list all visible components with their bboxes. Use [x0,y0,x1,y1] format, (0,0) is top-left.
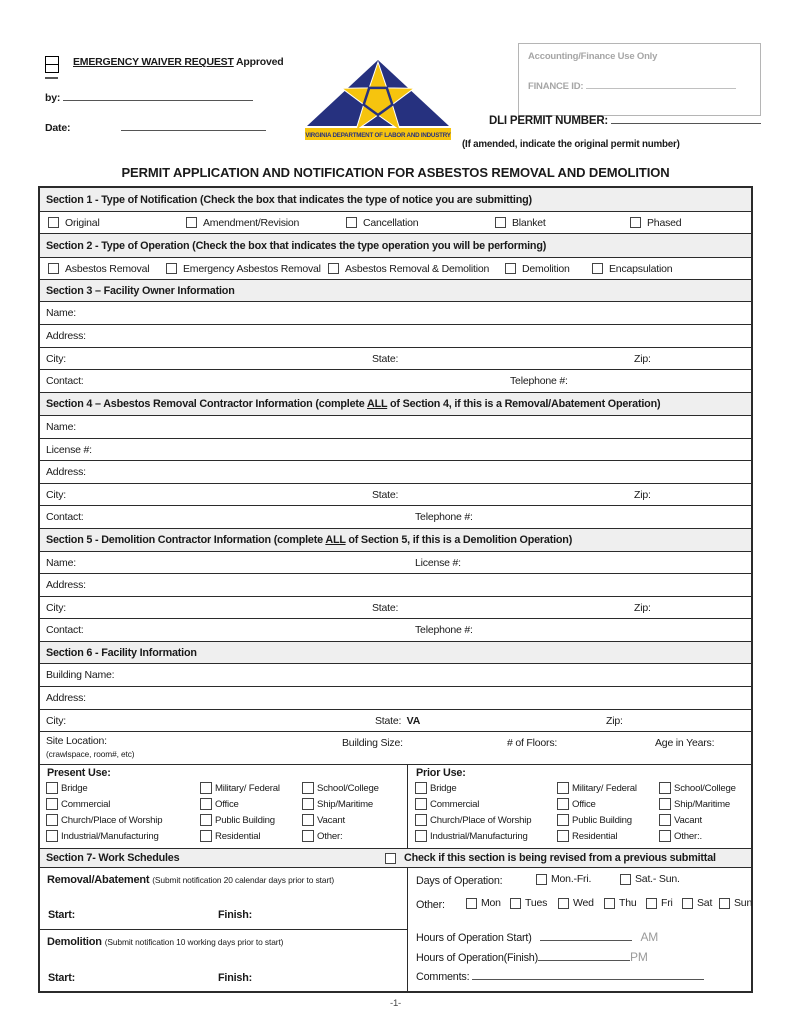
days-of-operation-label: Days of Operation: [416,875,503,887]
checkbox-present-vacant[interactable] [302,814,314,826]
checkbox-asbestos-removal[interactable] [48,263,59,274]
finance-id-input[interactable] [586,79,736,89]
checkbox-prior-public-building[interactable] [557,814,569,826]
checkbox-prior-other[interactable] [659,830,671,842]
s6-state-value: VA [406,714,421,727]
logo-star-icon [303,54,453,144]
checkbox-present-public-building[interactable] [200,814,212,826]
demolition-start-label: Start: [48,972,75,984]
prior-use-panel [409,765,751,848]
checkbox-sat-sun[interactable] [620,874,631,885]
s5-contact-row[interactable] [40,619,751,642]
checkbox-present-residential[interactable] [200,830,212,842]
present-use-church: Church/Place of Worship [46,814,162,826]
s6-age-label: Age in Years: [655,737,715,749]
checkbox-removal-and-demolition[interactable] [328,263,339,274]
s5-city-state-zip-row[interactable] [40,597,751,619]
prior-use-military: Military/ Federal [557,782,637,794]
removal-abatement-box[interactable]: Removal/Abatement (Submit notification 20 calendar days prior to start) Start: Finish: [40,868,407,930]
section6-header: Section 6 - Facility Information [40,642,751,664]
checkbox-prior-residential[interactable] [557,830,569,842]
comments-line: Comments: [416,969,704,983]
present-use-public-building: Public Building [200,814,275,826]
checkbox-present-commercial[interactable] [46,798,58,810]
checkbox-phased[interactable] [630,217,641,228]
checkbox-demolition[interactable] [505,263,516,274]
s4-contact-row[interactable] [40,506,751,529]
checkbox-prior-bridge[interactable] [415,782,427,794]
checkbox-amendment[interactable] [186,217,197,228]
option-blanket: Blanket [495,217,546,229]
s5-zip-label: Zip: [634,601,651,614]
prior-use-office: Office [557,798,596,810]
s3-contact-row[interactable] [40,370,751,393]
demolition-box[interactable]: Demolition (Submit notification 10 working days prior to start) Start: Finish: [47,936,284,984]
logo-caption: VIRGINIA DEPARTMENT OF LABOR AND INDUSTRY [305,132,451,139]
checkbox-present-church[interactable] [46,814,58,826]
option-thu: Thu [604,897,637,909]
date-input[interactable] [121,120,266,131]
s6-address-row[interactable] [40,687,751,710]
removal-start-label: Start: [48,909,75,921]
option-tues: Tues [510,897,547,909]
s5-license-label: License #: [415,556,461,569]
present-use-military: Military/ Federal [200,782,280,794]
present-use-school: School/College [302,782,379,794]
s3-contact-label: Contact: [46,375,84,387]
section2-header: Section 2 - Type of Operation (Check the box that indicates the type operation you will be performing) [40,234,751,258]
s4-city-label: City: [46,488,67,501]
s4-address-label: Address: [46,466,86,478]
s3-name-label: Name: [46,307,76,319]
checkbox-present-ship[interactable] [302,798,314,810]
checkbox-thu[interactable] [604,898,615,909]
checkbox-sun[interactable] [719,898,730,909]
present-use-other: Other: [302,830,342,842]
finance-id-label: FINANCE ID: [528,81,584,92]
s4-contact-label: Contact: [46,511,84,523]
present-use-industrial: Industrial/Manufacturing [46,830,159,842]
checkbox-present-military[interactable] [200,782,212,794]
option-encapsulation: Encapsulation [592,263,672,275]
option-demolition: Demolition [505,263,570,275]
hours-finish-input[interactable] [538,950,630,961]
s7-revision-check: Check if this section is being revised from a previous submittal [385,852,716,864]
s5-state-label: State: [372,601,399,614]
s6-address-label: Address: [46,692,86,704]
prior-use-church: Church/Place of Worship [415,814,531,826]
s6-state-label: State: VA [375,714,421,727]
s5-name-license-row[interactable] [40,552,751,574]
option-wed: Wed [558,897,594,909]
checkbox-prior-industrial[interactable] [415,830,427,842]
s4-name-row[interactable] [40,416,751,439]
s4-telephone-label: Telephone #: [415,511,473,523]
s6-floors-label: # of Floors: [507,737,558,749]
checkbox-sat[interactable] [682,898,693,909]
s4-state-label: State: [372,488,399,501]
agency-logo [303,54,453,149]
present-use-panel [40,765,408,848]
option-sat: Sat [682,897,712,909]
hours-start-input[interactable] [540,930,632,941]
s5-telephone-label: Telephone #: [415,624,473,636]
removal-finish-label: Finish: [218,909,252,921]
emergency-waiver-block [45,56,315,134]
s5-city-label: City: [46,601,67,614]
approved-by-input[interactable] [63,90,253,101]
finance-box-title: Accounting/Finance Use Only [528,51,658,62]
hours-finish-line: Hours of Operation(Finish) PM [416,950,648,964]
checkbox-wed[interactable] [558,898,569,909]
s7-operation-column [408,868,751,991]
prior-use-title: Prior Use: [416,767,466,779]
present-use-vacant: Vacant [302,814,345,826]
comments-input[interactable] [472,969,704,980]
option-removal-and-demolition: Asbestos Removal & Demolition [328,263,489,275]
section7-body [40,868,751,991]
s6-building-name-label: Building Name: [46,669,115,681]
date-label: Date: [45,122,71,134]
form-title: PERMIT APPLICATION AND NOTIFICATION FOR ASBESTOS REMOVAL AND DEMOLITION [121,165,670,180]
checkbox-cancellation[interactable] [346,217,357,228]
s6-building-size-label: Building Size: [342,737,403,749]
checkbox-revision[interactable] [385,853,396,864]
checkbox-prior-school[interactable] [659,782,671,794]
prior-use-vacant: Vacant [659,814,702,826]
emergency-waiver-label: EMERGENCY WAIVER REQUEST Approved [73,56,284,68]
s7-schedule-column [40,868,408,991]
s4-name-label: Name: [46,421,76,433]
option-original: Original [48,217,100,229]
s6-site-location-row[interactable] [40,732,751,765]
emergency-waiver-checkbox[interactable] [45,56,59,73]
section7-header: Section 7- Work Schedules Check if this section is being revised from a previous submittal [40,849,751,868]
prior-use-industrial: Industrial/Manufacturing [415,830,528,842]
option-cancellation: Cancellation [346,217,418,229]
dli-permit-number-input[interactable] [611,113,761,124]
s6-zip-label: Zip: [606,714,623,727]
section2-options [40,258,751,280]
checkbox-prior-military[interactable] [557,782,569,794]
present-use-bridge: Bridge [46,782,88,794]
option-asbestos-removal: Asbestos Removal [48,263,149,275]
s6-site-location-label: Site Location: (crawlspace, room#, etc) [46,735,135,760]
checkbox-present-bridge[interactable] [46,782,58,794]
s3-zip-label: Zip: [634,352,651,365]
checkbox-emergency-asbestos-removal[interactable] [166,263,177,274]
s3-state-label: State: [372,352,399,365]
checkbox-fri[interactable] [646,898,657,909]
permit-form-table [38,186,753,993]
checkbox-mon-fri[interactable] [536,874,547,885]
present-use-commercial: Commercial [46,798,110,810]
checkbox-present-office[interactable] [200,798,212,810]
dli-amended-note: (If amended, indicate the original permit number) [462,139,680,150]
s6-use-row [40,765,751,849]
s4-license-label: License #: [46,443,92,456]
s5-address-label: Address: [46,579,86,591]
s4-city-state-zip-row[interactable] [40,484,751,506]
prior-use-school: School/College [659,782,736,794]
prior-use-bridge: Bridge [415,782,457,794]
option-emergency-asbestos-removal: Emergency Asbestos Removal [166,263,321,275]
s3-name-row[interactable] [40,302,751,325]
option-mon: Mon [466,897,501,909]
s5-address-row[interactable] [40,574,751,597]
present-use-office: Office [200,798,239,810]
checkbox-present-industrial[interactable] [46,830,58,842]
checkbox-encapsulation[interactable] [592,263,603,274]
option-phased: Phased [630,217,681,229]
present-use-title: Present Use: [47,767,111,779]
s3-telephone-label: Telephone #: [510,375,568,387]
hours-start-line: Hours of Operation Start) AM [416,930,659,944]
s5-contact-label: Contact: [46,624,84,636]
other-days-label: Other: [416,899,445,911]
prior-use-other: Other:. [659,830,702,842]
s3-city-label: City: [46,352,67,365]
section3-header: Section 3 – Facility Owner Information [40,280,751,302]
section1-header: Section 1 - Type of Notification (Check the box that indicates the type of notice you are submitting) [40,188,751,212]
dli-permit-number: DLI PERMIT NUMBER: [489,113,761,127]
checkbox-prior-ship[interactable] [659,798,671,810]
demolition-finish-label: Finish: [218,972,252,984]
s4-zip-label: Zip: [634,488,651,501]
checkbox-prior-commercial[interactable] [415,798,427,810]
present-use-residential: Residential [200,830,260,842]
prior-use-residential: Residential [557,830,617,842]
s4-license-row[interactable] [40,439,751,461]
checkbox-original[interactable] [48,217,59,228]
section4-header: Section 4 – Asbestos Removal Contractor Information (complete ALL of Section 4, if this is a Removal/Abatement Operation) [40,393,751,416]
s5-name-label: Name: [46,556,76,569]
checkbox-prior-office[interactable] [557,798,569,810]
checkbox-present-school[interactable] [302,782,314,794]
checkbox-mon[interactable] [466,898,477,909]
checkbox-tues[interactable] [510,898,521,909]
s4-address-row[interactable] [40,461,751,484]
option-mon-fri: Mon.-Fri. [536,873,591,885]
section1-options [40,212,751,234]
checkbox-prior-vacant[interactable] [659,814,671,826]
s6-city-label: City: [46,714,67,727]
page-number: -1- [389,998,401,1009]
checkbox-blanket[interactable] [495,217,506,228]
checkbox-present-other[interactable] [302,830,314,842]
finance-use-box [518,43,761,116]
option-sat-sun: Sat.- Sun. [620,873,680,885]
checkbox-prior-church[interactable] [415,814,427,826]
prior-use-public-building: Public Building [557,814,632,826]
s6-building-name-row[interactable] [40,664,751,687]
s3-address-row[interactable] [40,325,751,348]
present-use-ship: Ship/Maritime [302,798,373,810]
prior-use-ship: Ship/Maritime [659,798,730,810]
option-sun: Sun [719,897,752,909]
section5-header: Section 5 - Demolition Contractor Information (complete ALL of Section 5, if this is a Demolition Operation) [40,529,751,552]
option-fri: Fri [646,897,673,909]
s3-address-label: Address: [46,330,86,342]
s6-city-state-zip-row[interactable] [40,710,751,732]
prior-use-commercial: Commercial [415,798,479,810]
option-amendment: Amendment/Revision [186,217,299,229]
s3-city-state-zip-row[interactable] [40,348,751,370]
approved-by-label: by: [45,92,61,104]
